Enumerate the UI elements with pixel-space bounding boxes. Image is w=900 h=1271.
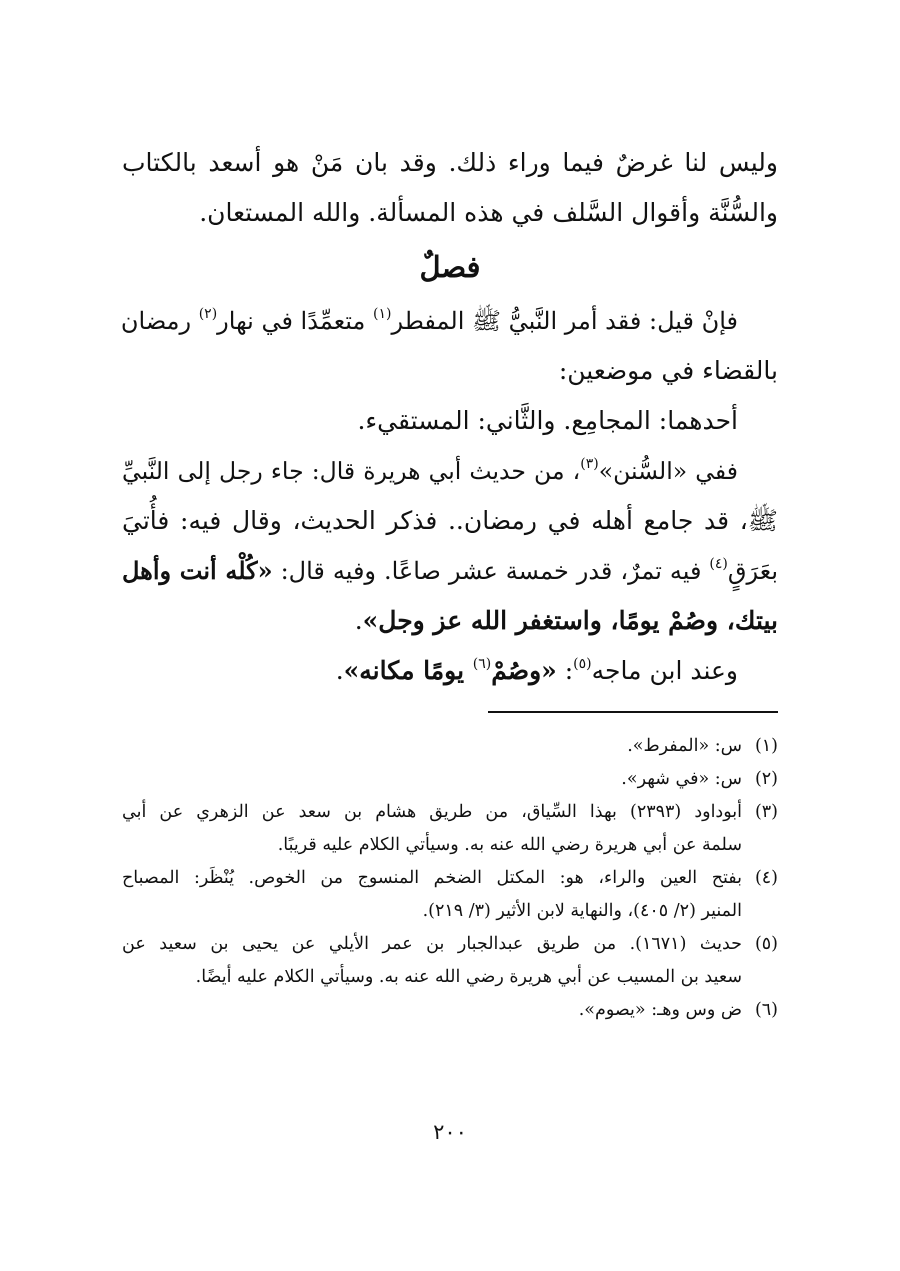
footnote-number: (٢) — [754, 769, 778, 789]
hadith-quote-3: «وصُمْ — [491, 656, 557, 685]
page-number: ٢٠٠ — [433, 1120, 467, 1144]
para3-text-d: فيه تمرٌ، قدر خمسة عشر صاعًا. وفيه قال: — [272, 557, 710, 585]
footnote-text: س: «في شهر». — [621, 769, 742, 789]
footnote-ref-2: (٢) — [198, 306, 218, 322]
footnote-divider — [488, 711, 778, 713]
para3-line-3 — [122, 546, 778, 596]
intro-line-2: والسُّنَّة وأقوال السَّلف في هذه المسألة. والله المستعان. — [199, 198, 778, 227]
footnote-ref-4: (٤) — [709, 556, 728, 572]
footnote-3 — [122, 796, 778, 862]
para3-text-c: بعَرَقٍ — [727, 557, 778, 585]
para3-line-4 — [122, 596, 778, 646]
para1-text-a: فإنْ قيل: فقد أمر النَّبيُّ ﷺ المفطر — [391, 307, 738, 335]
para4-line — [122, 646, 778, 696]
footnote-text: ض وس وهـ: «يصوم». — [578, 1000, 742, 1020]
para3-text-a: ففي «السُّنن» — [598, 457, 738, 485]
footnote-text: حديث (١٦٧١). من طريق عبدالجبار بن عمر الأيلي عن يحيى بن سعيد عن — [122, 934, 742, 954]
footnote-text: أبوداود (٢٣٩٣) بهذا السِّياق، من طريق هشام بن سعد عن الزهري عن أبي — [122, 802, 742, 822]
para1-text-c: رمضان — [120, 307, 199, 335]
footnote-number: (٦) — [754, 1000, 778, 1020]
footnotes — [122, 730, 778, 1027]
footnote-number: (٤) — [754, 868, 778, 888]
footnote-6 — [122, 994, 778, 1027]
footnote-text: سلمة عن أبي هريرة رضي الله عنه به. وسيأتي الكلام عليه قريبًا. — [277, 835, 742, 855]
para3-line-2: ﷺ، قد جامع أهله في رمضان.. فذكر الحديث، وقال فيه: فأُتيَ — [122, 506, 778, 535]
footnote-5 — [122, 928, 778, 994]
intro-line-1: وليس لنا غرضٌ فيما وراء ذلك. وقد بان مَنْ هو أسعد بالكتاب — [122, 148, 778, 177]
footnote-text: س: «المفرط». — [627, 736, 742, 756]
footnote-2 — [122, 763, 778, 796]
footnote-ref-1: (١) — [373, 306, 392, 322]
main-text — [122, 138, 778, 696]
para4-end: . — [335, 656, 344, 685]
hadith-quote-2: بيتك، وصُمْ يومًا، واستغفر الله عز وجل» — [362, 606, 778, 635]
para1-text-b: متعمِّدًا في نهار — [217, 307, 373, 335]
hadith-quote-1: «كُلْه أنت وأهل — [122, 556, 273, 585]
footnote-ref-5: (٥) — [573, 655, 592, 672]
para3-end: . — [354, 606, 363, 635]
footnote-number: (٥) — [754, 934, 778, 954]
footnote-ref-6: (٦) — [472, 655, 492, 672]
footnote-text: المنير (٢/ ٤٠٥)، والنهاية لابن الأثير (٣/ ٢١٩). — [422, 901, 742, 921]
para1-line-1 — [122, 296, 778, 346]
para1-line-2: بالقضاء في موضعين: — [558, 356, 778, 385]
footnote-number: (٣) — [754, 802, 778, 822]
para3-text-b: ، من حديث أبي هريرة قال: جاء رجل إلى النَّبيِّ — [122, 457, 581, 485]
footnote-number: (١) — [754, 736, 778, 756]
footnote-text: بفتح العين والراء، هو: المكتل الضخم المنسوج من الخوص. يُنْظَر: المصباح — [122, 868, 742, 888]
para4-text-b: : — [556, 656, 574, 685]
footnote-4 — [122, 862, 778, 928]
para2-line: أحدهما: المجامِع. والثَّاني: المستقيء. — [357, 406, 738, 435]
para4-text-a: وعند ابن ماجه — [591, 656, 738, 685]
section-heading: فصلٌ — [419, 250, 481, 284]
footnote-ref-3: (٣) — [580, 456, 599, 473]
footnote-1 — [122, 730, 778, 763]
footnote-text: سعيد بن المسيب عن أبي هريرة رضي الله عنه به. وسيأتي الكلام عليه أيضًا. — [195, 967, 742, 987]
hadith-quote-4: يومًا مكانه» — [343, 656, 473, 685]
para3-line-1 — [122, 446, 778, 496]
